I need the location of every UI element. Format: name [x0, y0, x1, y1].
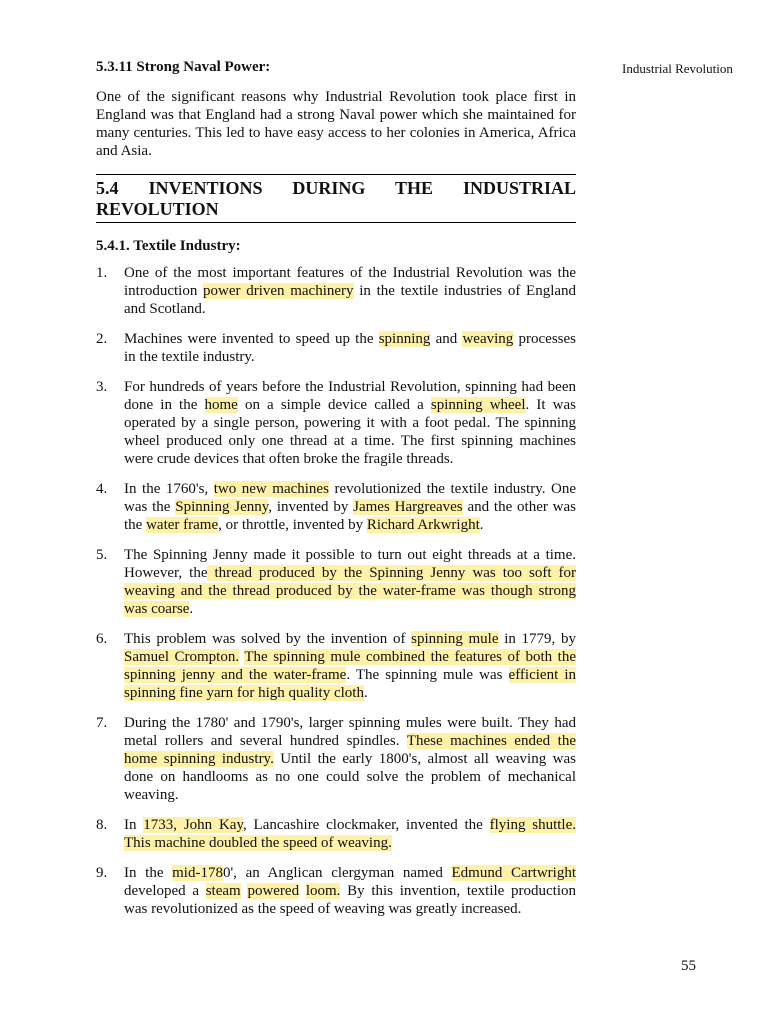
list-item-text [124, 379, 576, 467]
text-segment: , or throttle, invented by [218, 517, 367, 533]
text-segment: The Spinning Jenny made it possible to turn out eight threads at a time. However, the [124, 547, 576, 581]
list-item-number: 9. [96, 865, 108, 881]
list-item-text [124, 265, 576, 317]
text-segment: on a simple device called a [237, 397, 431, 413]
section-heading-naval-power: 5.3.11 Strong Naval Power: [96, 59, 271, 75]
list-item-number: 3. [96, 379, 108, 395]
list-item [96, 378, 576, 468]
highlighted-text: mid-178 [172, 865, 223, 881]
list-item [96, 264, 576, 318]
list-item-text [124, 331, 576, 365]
highlighted-text: home [204, 397, 238, 413]
list-item [96, 546, 576, 618]
highlighted-text: powered [247, 883, 300, 899]
text-segment: Machines were invented to speed up the [124, 331, 379, 347]
list-item-number: 5. [96, 547, 108, 563]
text-segment: revolutionized the textile industry. One was the [124, 481, 576, 515]
highlighted-text: James Hargreaves [353, 499, 463, 515]
text-segment: developed a [124, 883, 206, 899]
text-segment: in the textile industries of England and Scotland. [124, 283, 577, 317]
highlighted-text: Richard Arkwright [366, 517, 480, 533]
highlighted-text: thread produced by the Spinning Jenny was too soft for weaving and the thread produced by the water-frame was though strong was coarse [124, 565, 576, 617]
highlighted-text: spinning [378, 331, 431, 347]
list-item [96, 816, 576, 852]
highlighted-text: weaving [462, 331, 514, 347]
highlighted-text: water frame [146, 517, 219, 533]
text-segment: For hundreds of years before the Industrial Revolution, spinning had been done in the [124, 379, 576, 413]
highlighted-text: Samuel Crompton. [124, 649, 240, 665]
highlighted-text: steam [205, 883, 241, 899]
text-segment: , Lancashire clockmaker, invented the [243, 817, 490, 833]
text-segment: and the other was the [124, 499, 577, 533]
subsection-heading-textile: 5.4.1. Textile Industry: [96, 238, 241, 254]
highlighted-text: efficient in spinning fine yarn for high quality cloth [124, 667, 576, 701]
list-item-number: 1. [96, 265, 108, 281]
highlighted-text: flying shuttle. This machine doubled the speed of weaving. [124, 817, 576, 851]
text-segment: in 1779, by [498, 631, 576, 647]
list-item-text [124, 481, 576, 533]
list-item-text [124, 865, 576, 917]
naval-power-paragraph: One of the significant reasons why Industrial Revolution took place first in England was that England had a strong Naval power which she maintained for many centuries. This led to have easy access to her colonies in America, Africa and Asia. [96, 89, 576, 159]
highlighted-text: power driven machinery [203, 283, 354, 299]
highlighted-text: spinning wheel [430, 397, 526, 413]
text-segment: processes in the textile industry. [124, 331, 576, 365]
text-segment: . The spinning mule was [346, 667, 509, 683]
page-number: 55 [681, 958, 696, 974]
highlighted-text: These machines ended the home spinning industry. [124, 733, 576, 767]
text-segment: By this invention, textile production was revolutionized as the speed of weaving was greatly increased. [124, 883, 577, 917]
list-item-text [124, 817, 576, 851]
text-segment: and [430, 331, 463, 347]
list-item-text [124, 547, 576, 617]
page-content [96, 58, 576, 930]
list-item-number: 6. [96, 631, 108, 647]
list-item-text [124, 715, 576, 803]
list-item-number: 4. [96, 481, 108, 497]
text-segment: . [363, 685, 368, 701]
list-item [96, 330, 576, 366]
list-item-number: 8. [96, 817, 108, 833]
running-header: Industrial Revolution [622, 61, 733, 76]
text-segment: During the 1780' and 1790's, larger spinning mules were built. They had metal rollers and several hundred spindles. [124, 715, 576, 749]
textile-list [96, 264, 576, 918]
list-item [96, 480, 576, 534]
list-item-number: 2. [96, 331, 108, 347]
text-segment: This problem was solved by the invention of [124, 631, 412, 647]
text-segment: In [124, 817, 144, 833]
text-segment [299, 883, 306, 899]
section-heading-inventions: 5.4 INVENTIONS DURING THE INDUSTRIAL REVOLUTION [96, 174, 576, 223]
list-item [96, 630, 576, 702]
list-item [96, 864, 576, 918]
text-segment: In the [124, 865, 173, 881]
highlighted-text: Edmund Cartwright [451, 865, 576, 881]
text-segment: Until the early 1800's, almost all weaving was done on handlooms as no one could solve the problem of mechanical weaving. [124, 751, 576, 803]
highlighted-text: The spinning mule combined the features of both the spinning jenny and the water-frame [124, 649, 577, 683]
text-segment: . It was operated by a single person, powering it with a foot pedal. The spinning wheel produced only one thread at a time. The first spinning machines were crude devices that often broke the fragile threads. [124, 397, 576, 467]
highlighted-text: loom. [305, 883, 341, 899]
text-segment: In the 1760's, [124, 481, 214, 497]
highlighted-text: spinning mule [411, 631, 499, 647]
highlighted-text: two new machines [213, 481, 329, 497]
text-segment: , invented by [268, 499, 354, 515]
highlighted-text: 1733, John Kay [143, 817, 243, 833]
text-segment: One of the most important features of the Industrial Revolution was the introduction [124, 265, 576, 299]
text-segment: . [189, 601, 194, 617]
highlighted-text: Spinning Jenny [175, 499, 269, 515]
list-item [96, 714, 576, 804]
list-item-text [124, 631, 576, 701]
text-segment: 0', an Anglican clergyman named [222, 865, 452, 881]
text-segment: . [479, 517, 484, 533]
list-item-number: 7. [96, 715, 108, 731]
